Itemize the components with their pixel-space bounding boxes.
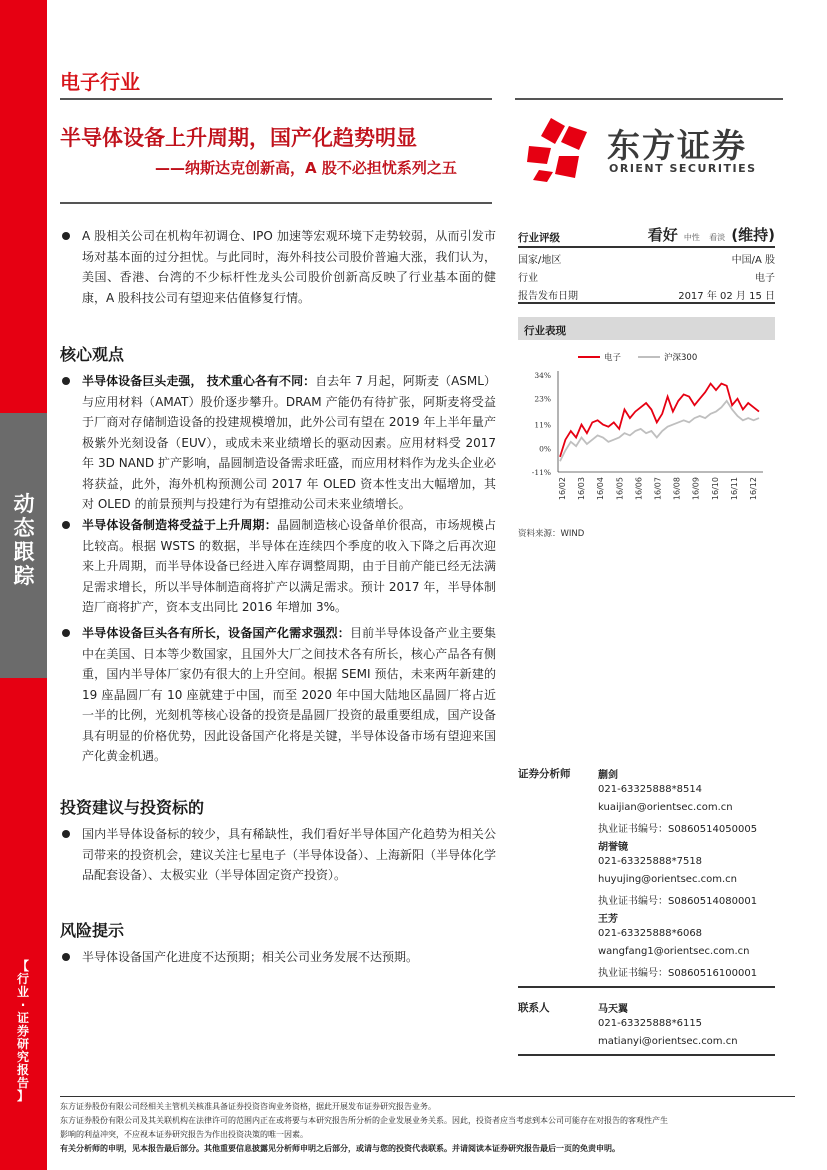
rating-row: 行业 电子 bbox=[518, 273, 775, 284]
x-tick-label: 16/09 bbox=[691, 477, 701, 501]
rating-values bbox=[648, 224, 775, 245]
analyst-name: 王芳 bbox=[598, 914, 618, 925]
bullet-icon bbox=[62, 953, 70, 961]
footer-line-1: 东方证券股份有限公司经相关主管机关核准具备证券投资咨询业务资格，据此开展发布证券研究报告业务。 bbox=[60, 1102, 436, 1111]
footer-line-3: 影响的利益冲突，不应视本证券研究报告为作出投资决策的唯一因素。 bbox=[60, 1130, 308, 1139]
analyst-license: 执业证书编号：S0860514080001 bbox=[598, 896, 758, 907]
report-subtitle: ——纳斯达克创新高，A 股不必担忧系列之五 bbox=[155, 159, 457, 177]
rating-table bbox=[518, 224, 775, 304]
rating-row: 国家/地区 中国/A 股 bbox=[518, 255, 775, 266]
sidebar-tag: 动 态 跟 踪 bbox=[13, 492, 35, 588]
investment-heading: 投资建议与投资标的 bbox=[60, 798, 205, 817]
contact-email[interactable]: matianyi@orientsec.com.cn bbox=[598, 1036, 738, 1047]
y-tick-label: 23% bbox=[534, 394, 551, 404]
rating-keep: (维持) bbox=[731, 226, 775, 244]
report-title: 半导体设备上升周期，国产化趋势明显 bbox=[60, 126, 417, 150]
x-tick-label: 16/11 bbox=[729, 477, 739, 501]
orient-logo-mark-icon bbox=[525, 116, 597, 184]
y-tick-label: -11% bbox=[531, 468, 551, 477]
analyst-email[interactable]: huyujing@orientsec.com.cn bbox=[598, 874, 738, 885]
y-tick-label: 0% bbox=[539, 444, 551, 454]
bullet-icon bbox=[62, 377, 70, 385]
rating-row: 报告发布日期 2017 年 02 月 15 日 bbox=[518, 291, 775, 302]
risk-paragraph: 半导体设备国产化进度不达预期；相关公司业务发展不达预期。 bbox=[82, 950, 419, 964]
series-line bbox=[560, 384, 759, 457]
x-tick-label: 16/05 bbox=[615, 477, 625, 501]
footer-line-2: 东方证券股份有限公司及其关联机构在法律许可的范围内正在或将要与本研究报告所分析的企业发展业务关系。因此，投资者应当考虑到本公司可能存在对报告的客观性产生 bbox=[60, 1116, 668, 1125]
analyst-phone: 021-63325888*7518 bbox=[598, 856, 703, 867]
sidebar-report-type: 【 行 业 · 证 券 研 究 报 告 】 bbox=[16, 959, 29, 1103]
title-rule bbox=[60, 202, 492, 204]
core-point-2: 半导体设备制造将受益于上升周期：晶圆制造核心设备单价很高，市场规模占比较高。根据 WSTS 的数据，半导体在连续四个季度的收入下降之后再次迎来上升周期，而半导体设备已经进入库存调整周期，由于目前产能已经无法满足需求增长，所以半导体制造商将扩产以满足需求。预计 2017 年，半导体制造厂商将扩产，资本支出同比 2016 年增加 3%。 bbox=[82, 518, 496, 614]
performance-band: 行业表现 bbox=[518, 317, 775, 340]
rating-neutral: 中性 bbox=[683, 233, 700, 242]
analyst-license: 执业证书编号：S0860514050005 bbox=[598, 824, 758, 835]
rating-value: 看好 bbox=[647, 226, 678, 244]
footer-rule bbox=[60, 1096, 795, 1097]
legend-label: 沪深300 bbox=[664, 353, 698, 363]
rating-bearish: 看淡 bbox=[709, 233, 726, 242]
chart-source: 资料来源：WIND bbox=[518, 529, 585, 539]
analyst-phone: 021-63325888*6068 bbox=[598, 928, 703, 939]
y-tick-label: 34% bbox=[534, 371, 551, 380]
analyst-name: 蒯剑 bbox=[598, 770, 618, 781]
contact-phone: 021-63325888*6115 bbox=[598, 1018, 703, 1029]
core-heading: 核心观点 bbox=[60, 345, 125, 364]
x-tick-label: 16/08 bbox=[672, 477, 682, 501]
analyst-license: 执业证书编号：S0860516100001 bbox=[598, 968, 758, 979]
bullet-icon bbox=[62, 629, 70, 637]
logo-chinese-name: 东方证券 bbox=[607, 126, 747, 165]
x-tick-label: 16/03 bbox=[577, 477, 587, 501]
orient-logo bbox=[525, 116, 775, 184]
x-tick-label: 16/12 bbox=[749, 477, 758, 501]
core-point-1: 半导体设备巨头走强， 技术重心各有不同：自去年 7 月起，阿斯麦（ASML）与应用材料（AMAT）股价逐步攀升。DRAM 产能仍有待扩张，阿斯麦将受益于厂商对存储制造设备的投建规模增加，此外公司有望在 2019 年上半年量产极紫外光刻设备（EUV），或成未来业绩增长的驱动因素。应用材料受 2017 年 3D NAND 扩产影响，晶圆制造设备需求旺盛，而应用材料作为龙头企业必将获益，此外，海外机构预测公司 2017 年 OLED 资本性支出大幅增加，其对 OLED 的前景预判与投建行为有望推动公司未来业绩增长。 bbox=[82, 374, 496, 511]
contact-name: 马天翼 bbox=[598, 1004, 628, 1015]
analyst-email[interactable]: kuaijian@orientsec.com.cn bbox=[598, 802, 733, 813]
bullet-icon bbox=[62, 521, 70, 529]
performance-chart bbox=[518, 345, 775, 517]
x-tick-label: 16/07 bbox=[653, 477, 663, 501]
header-rule-left bbox=[60, 98, 492, 100]
bullet-icon bbox=[62, 830, 70, 838]
rating-rule-bottom bbox=[518, 302, 775, 304]
y-tick-label: 11% bbox=[534, 420, 551, 430]
core-point-3: 半导体设备巨头各有所长，设备国产化需求强烈：目前半导体设备产业主要集中在美国、日本等少数国家，且国外大厂之间技术各有所长，核心产品各有侧重，国内半导体厂家仍有很大的上升空间。根据 SEMI 预估，未来两年新建的 19 座晶圆厂有 10 座就建于中国，而至 2020 年中国大陆地区晶圆厂将占近一半的比例，光刻机等核心设备的投资是晶圆厂投资的最重要组成，国产设备具有明显的价格优势，因此设备国产化将是关键，半导体设备市场有望迎来国产化黄金机遇。 bbox=[82, 626, 496, 763]
series-line bbox=[560, 401, 759, 461]
rating-row bbox=[518, 224, 775, 246]
analyst-rule bbox=[518, 986, 775, 988]
analyst-phone: 021-63325888*8514 bbox=[598, 784, 703, 795]
analyst-email[interactable]: wangfang1@orientsec.com.cn bbox=[598, 946, 750, 957]
analyst-name: 胡誉镜 bbox=[598, 842, 628, 853]
logo-english-name: ORIENT SECURITIES bbox=[609, 162, 757, 175]
legend-label: 电子 bbox=[604, 353, 622, 363]
risk-heading: 风险提示 bbox=[60, 921, 125, 940]
contact-label: 联系人 bbox=[518, 1002, 550, 1014]
analyst-label: 证券分析师 bbox=[518, 768, 571, 780]
footer-line-4: 有关分析师的申明，见本报告最后部分。其他重要信息披露见分析师申明之后部分，或请与您的投资代表联系。并请阅读本证券研究报告最后一页的免责申明。 bbox=[60, 1144, 620, 1153]
bullet-icon bbox=[62, 232, 70, 240]
x-tick-label: 16/06 bbox=[634, 477, 644, 501]
intro-paragraph: A 股相关公司在机构年初调仓、IPO 加速等宏观环境下走势较弱，从而引发市场对基本面的过分担忧。与此同时，海外科技公司股价普遍大涨，我们认为，美国、香港、台湾的不少标杆性龙头公司股价创新高反映了行业基本面的健康，A 股科技公司有望迎来估值修复行情。 bbox=[82, 229, 496, 305]
x-tick-label: 16/04 bbox=[596, 477, 606, 501]
x-tick-label: 16/10 bbox=[710, 477, 720, 501]
investment-paragraph: 国内半导体设备标的较少，具有稀缺性，我们看好半导体国产化趋势为相关公司带来的投资机会，建议关注七星电子（半导体设备）、上海新阳（半导体化学品配套设备）、太极实业（半导体固定资产投资）。 bbox=[82, 827, 497, 882]
rating-label: 行业评级 bbox=[518, 232, 560, 244]
sector-label: 电子行业 bbox=[60, 70, 140, 94]
header-rule-right bbox=[515, 98, 783, 100]
contact-rule bbox=[518, 1054, 775, 1056]
x-tick-label: 16/02 bbox=[558, 477, 567, 501]
